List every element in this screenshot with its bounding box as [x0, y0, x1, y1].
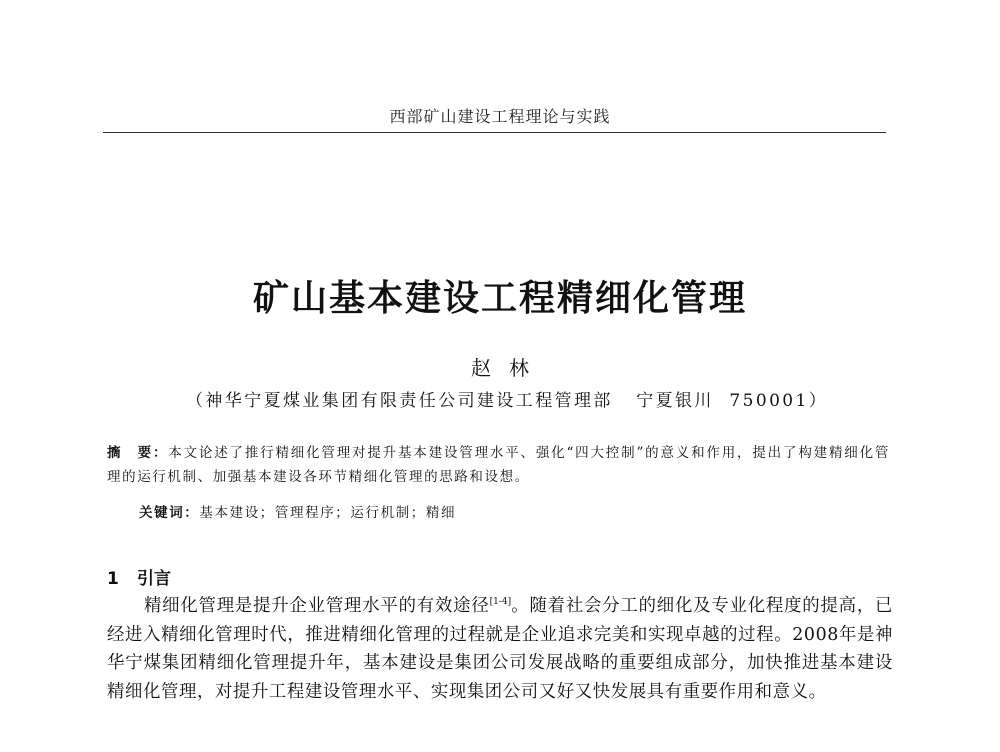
- keywords-text: 基本建设；管理程序；运行机制；精细: [199, 505, 457, 521]
- paragraph-text-part1: 精细化管理是提升企业管理水平的有效途径: [144, 596, 490, 616]
- abstract: [107, 441, 890, 489]
- intro-paragraph: [107, 588, 893, 706]
- citation-ref: [1-4]: [489, 597, 512, 607]
- header-rule: [103, 132, 886, 133]
- section-heading: [107, 564, 171, 589]
- paragraph-text-part2: 。随着社会分工的细化及专业化程度的提高，已经进入精细化管理时代，推进精细化管理的过程就是企业追求完美和实现卓越的过程。2008年是神华宁煤集团精细化管理提升年，基本建设是集团公司发展战略的重要组成部分，加快推进基本建设精细化管理，对提升工程建设管理水平、实现集团公司又好又快发展具有重要作用和意义。: [107, 596, 894, 702]
- section-number: 1: [107, 569, 119, 589]
- abstract-label: 摘 要：: [107, 445, 169, 461]
- article-title: 矿山基本建设工程精细化管理: [252, 278, 747, 319]
- keywords-label: 关键词：: [139, 505, 200, 521]
- keywords: [139, 501, 456, 521]
- author-affiliation: （神华宁夏煤业集团有限责任公司建设工程管理部 宁夏银川 750001）: [186, 391, 829, 411]
- article-author: 赵林: [471, 356, 547, 380]
- section-title: 引言: [137, 569, 171, 589]
- running-head-title: 西部矿山建设工程理论与实践: [389, 107, 611, 126]
- abstract-text: 本文论述了推行精细化管理对提升基本建设管理水平、强化“四大控制”的意义和作用，提出了构建精细化管理的运行机制、加强基本建设各环节精细化管理的思路和设想。: [107, 445, 890, 485]
